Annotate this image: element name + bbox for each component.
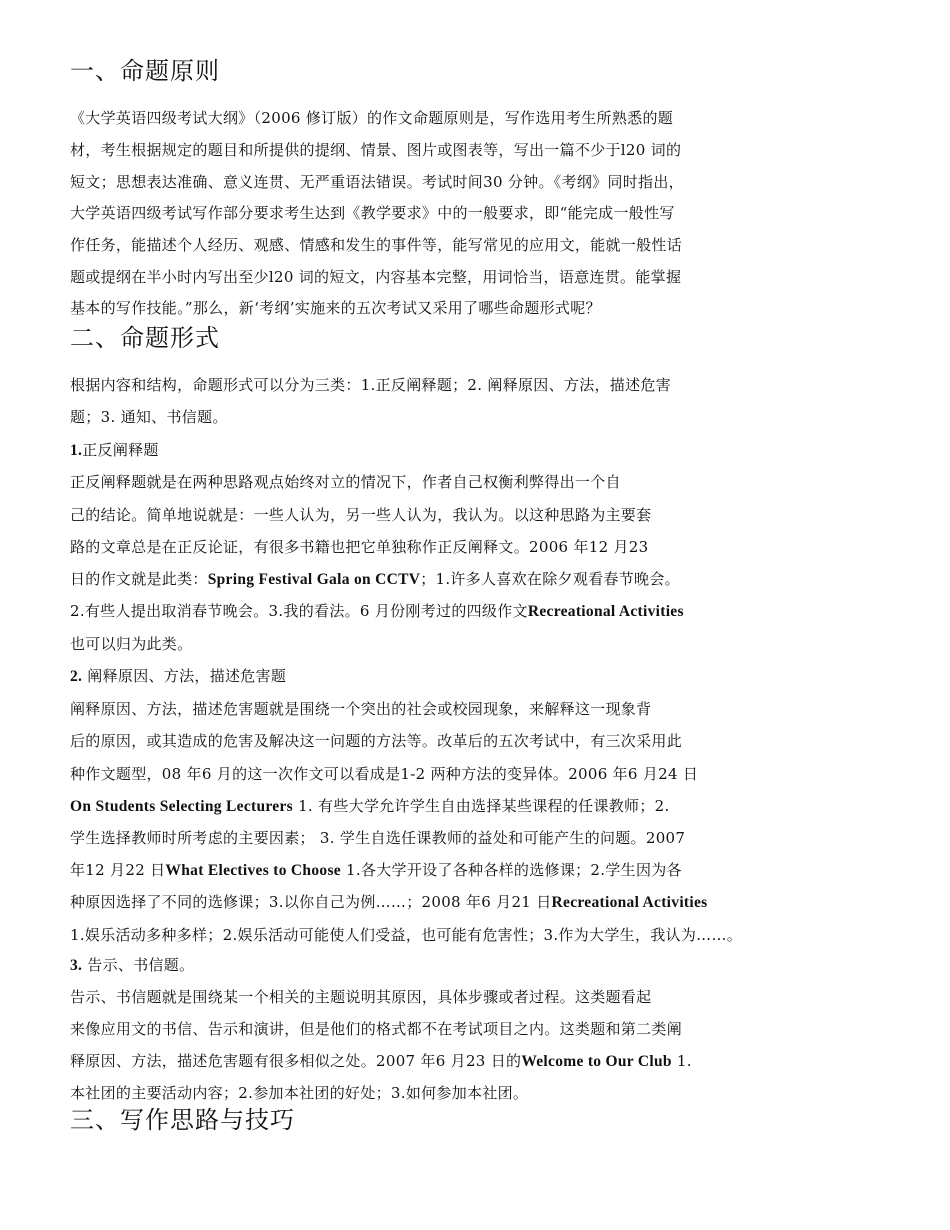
text-run: 材，考生根据规定的题目和所提供的提纲、情景、图片或图表等，写出一篇不少于l20 词的 <box>70 141 682 159</box>
text-run: 种原因选择了不同的选修课；3.以你自己为例……；2008 年6 月21 日 <box>70 893 552 911</box>
text-line <box>70 235 682 255</box>
text-run: 1.各大学开设了各种各样的选修课；2.学生因为各 <box>340 861 682 879</box>
text-run: 短文；思想表达准确、意义连贯、无严重语法错误。考试时间30 分钟。《考纲》同时指出， <box>70 173 684 191</box>
text-run: 也可以归为此类。 <box>70 635 193 653</box>
text-run: 题；3. 通知、书信题。 <box>70 408 228 426</box>
bold-title-text: Spring Festival Gala on CCTV <box>207 571 421 588</box>
text-line <box>70 375 671 395</box>
text-run: 正反阐释题就是在两种思路观点始终对立的情况下，作者自己权衡利弊得出一个自 <box>70 473 621 491</box>
text-line <box>70 537 649 557</box>
text-run: 大学英语四级考试写作部分要求考生达到《教学要求》中的一般要求，即“能完成一般性写 <box>70 204 675 222</box>
text-run: 告示、书信题就是围绕某一个相关的主题说明其原因，具体步骤或者过程。这类题看起 <box>70 988 652 1006</box>
text-run: 释原因、方法，描述危害题有很多相似之处。2007 年6 月23 日的 <box>70 1052 522 1070</box>
text-line <box>70 955 194 976</box>
text-line <box>70 764 698 784</box>
text-line <box>70 925 742 945</box>
text-line <box>70 666 286 687</box>
bold-title-text: On Students Selecting Lecturers <box>70 798 293 815</box>
text-run: 基本的写作技能。”那么，新‘考纲’实施来的五次考试又采用了哪些命题形式呢？ <box>70 299 601 317</box>
text-run: 年12 月22 日 <box>70 861 166 879</box>
text-line <box>70 472 621 492</box>
text-run: 正反阐释题 <box>82 441 159 459</box>
text-line <box>70 731 682 751</box>
text-run: 题或提纲在半小时内写出至少l20 词的短文，内容基本完整，用词恰当，语意连贯。能掌握 <box>70 268 682 286</box>
text-line <box>70 172 684 192</box>
text-line <box>70 108 673 128</box>
text-line <box>70 1083 528 1103</box>
text-run: 根据内容和结构，命题形式可以分为三类：1.正反阐释题；2. 阐释原因、方法，描述危害 <box>70 376 671 394</box>
text-run: 本社团的主要活动内容；2.参加本社团的好处；3.如何参加本社团。 <box>70 1084 529 1102</box>
section-heading-techniques: 三、写作思路与技巧 <box>70 1106 295 1134</box>
text-line <box>70 699 651 719</box>
text-run: 2.有些人提出取消春节晚会。3.我的看法。6 月份刚考过的四级作文 <box>70 602 528 620</box>
text-run: 1. <box>671 1052 692 1070</box>
text-line <box>70 892 708 913</box>
bold-title-text: 2. <box>70 668 83 685</box>
text-line <box>70 505 651 525</box>
text-run: 日的作文就是此类： <box>70 570 208 588</box>
text-line <box>70 828 685 848</box>
text-line <box>70 987 651 1007</box>
text-line <box>70 298 601 318</box>
bold-title-text: Recreational Activities <box>551 894 708 911</box>
text-run: 后的原因，或其造成的危害及解决这一问题的方法等。改革后的五次考试中，有三次采用此 <box>70 732 683 750</box>
text-line <box>70 203 675 223</box>
text-run: 作任务，能描述个人经历、观感、情感和发生的事件等，能写常见的应用文，能就一般性话 <box>70 236 683 254</box>
section-heading-forms: 二、命题形式 <box>70 324 220 352</box>
text-run: 告示、书信题。 <box>82 956 195 974</box>
text-line <box>70 1051 692 1072</box>
text-line <box>70 601 684 622</box>
text-run: 1. 有些大学允许学生自由选择某些课程的任课教师；2. <box>293 797 670 815</box>
text-run: 阐释原因、方法，描述危害题就是围绕一个突出的社会或校园现象，来解释这一现象背 <box>70 700 652 718</box>
text-line <box>70 634 192 654</box>
text-run: 路的文章总是在正反论证，有很多书籍也把它单独称作正反阐释文。2006 年12 月23 <box>70 538 649 556</box>
bold-title-text: 3. <box>70 957 83 974</box>
bold-title-text: Welcome to Our Club <box>521 1053 672 1070</box>
text-line <box>70 440 159 461</box>
section-heading-principles: 一、命题原则 <box>70 57 220 85</box>
text-run: 己的结论。简单地说就是：一些人认为，另一些人认为，我认为。以这种思路为主要套 <box>70 506 652 524</box>
text-run: 来像应用文的书信、告示和演讲，但是他们的格式都不在考试项目之内。这类题和第二类阐 <box>70 1020 683 1038</box>
text-line <box>70 407 228 427</box>
text-run: 学生选择教师时所考虑的主要因素； 3. 学生自选任课教师的益处和可能产生的问题。2007 <box>70 829 686 847</box>
text-run: 《大学英语四级考试大纲》（2006 修订版）的作文命题原则是，写作选用考生所熟悉的题 <box>70 109 674 127</box>
bold-title-text: What Electives to Choose <box>165 862 341 879</box>
text-run: 1.娱乐活动多种多样；2.娱乐活动可能使人们受益，也可能有危害性；3.作为大学生，我认为……。 <box>70 926 743 944</box>
bold-title-text: 1. <box>70 442 83 459</box>
text-line <box>70 1019 682 1039</box>
text-line <box>70 569 680 590</box>
text-line <box>70 140 681 160</box>
text-line <box>70 860 682 881</box>
text-run: ；1.许多人喜欢在除夕观看春节晚会。 <box>420 570 680 588</box>
text-line <box>70 267 681 287</box>
bold-title-text: Recreational Activities <box>527 603 684 620</box>
text-run: 种作文题型，08 年6 月的这一次作文可以看成是1-2 两种方法的变异体。2006 年6 月24 日 <box>70 765 699 783</box>
text-line <box>70 796 670 817</box>
text-run: 阐释原因、方法，描述危害题 <box>82 667 287 685</box>
